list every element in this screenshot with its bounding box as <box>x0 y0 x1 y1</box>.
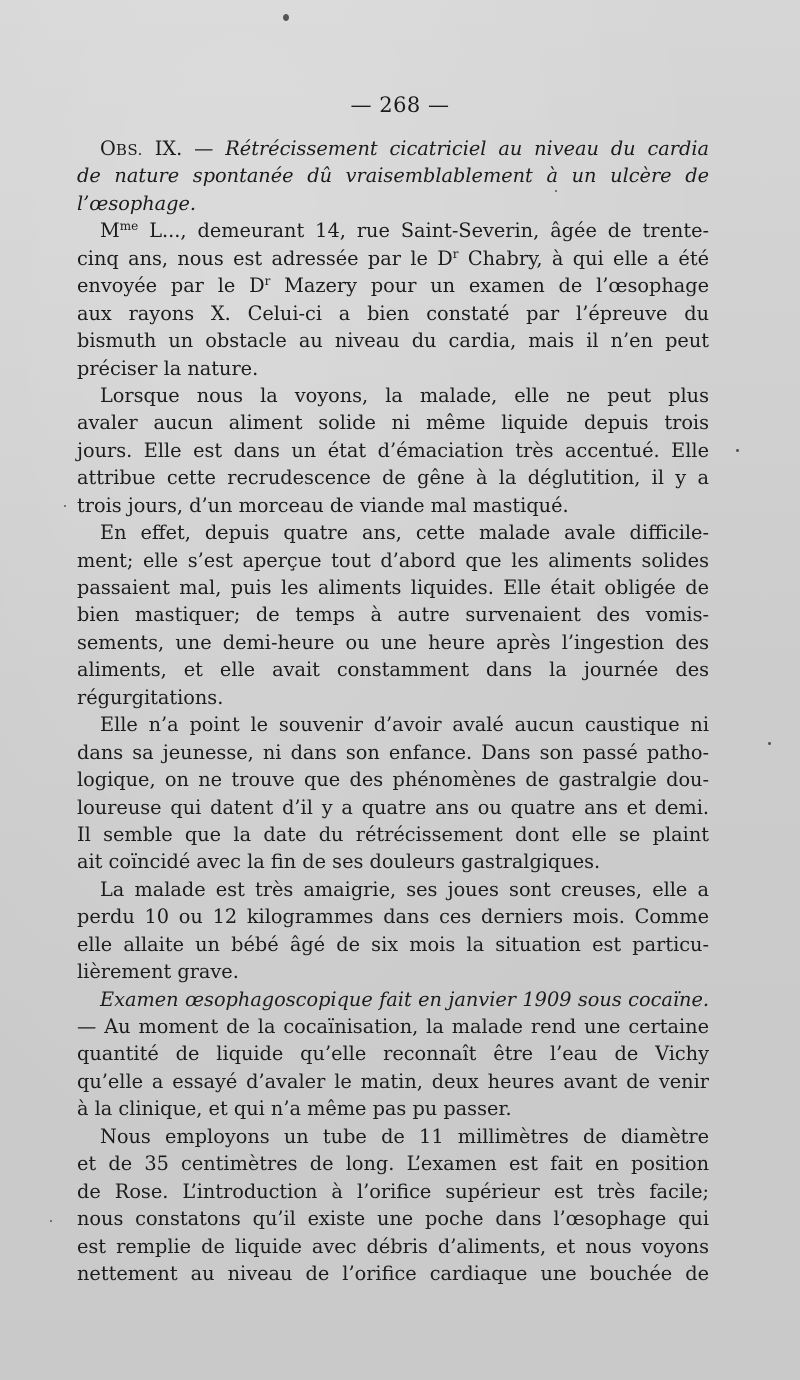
obs-number: IX. — <box>154 137 226 160</box>
text-line: ait coïncidé avec la fin de ses douleurs gastralgiques. <box>77 850 601 874</box>
text-line: nettement au niveau de l’orifice cardiaque une bouchée de <box>77 1261 709 1285</box>
dr-sup: r <box>452 246 459 261</box>
text-line: jours. Elle est dans un état d’émaciation très accentué. Elle <box>77 438 709 462</box>
text-line: loureuse qui datent d’il y a quatre ans ou quatre ans et demi. <box>77 795 709 819</box>
heading-title: Rétrécissement cicatriciel au niveau du cardia <box>225 137 709 160</box>
line-6-before: envoyée par le <box>77 274 250 298</box>
obs-abbr-rest: BS. <box>115 141 143 159</box>
text-line: sements, une demi-heure ou une heure après l’ingestion des <box>77 630 709 654</box>
text-line: régurgitations. <box>77 685 224 709</box>
mme-sup: me <box>119 219 139 234</box>
text-line: Lorsque nous la voyons, la malade, elle ne peut plus <box>100 383 709 407</box>
text-line: lièrement grave. <box>77 960 239 984</box>
text-line: Nous employons un tube de 11 millimètres de diamètre <box>100 1124 709 1148</box>
exam-heading: Examen œsophagoscopique fait en janvier 1909 sous cocaïne. <box>100 987 709 1011</box>
obs-abbr-initial: O <box>100 137 116 160</box>
text-line: — Au moment de la cocaïnisation, la malade rend une certaine <box>77 1015 709 1038</box>
text-line: Elle n’a point le souvenir d’avoir avalé aucun caustique ni <box>100 713 709 737</box>
text-line: perdu 10 ou 12 kilogrammes dans ces derniers mois. Comme <box>77 905 709 929</box>
text-line: préciser la nature. <box>77 356 259 380</box>
page-number: — 268 — <box>350 93 450 117</box>
text-line: de Rose. L’introduction à l’orifice supérieur est très facile; <box>77 1179 709 1203</box>
text-line: qu’elle a essayé d’avaler le matin, deux heures avant de venir <box>77 1069 709 1093</box>
dr-abbr-2: D <box>249 274 265 298</box>
text-line: aux rayons X. Celui-ci a bien constaté par l’épreuve du <box>77 301 709 325</box>
text-line: et de 35 centimètres de long. L’examen est fait en position <box>77 1152 709 1176</box>
dr-abbr: D <box>437 246 453 270</box>
text-line: à la clinique, et qui n’a même pas pu passer. <box>77 1097 512 1121</box>
text-line <box>77 217 709 244</box>
line-4-text: L..., demeurant 14, rue Saint-Severin, âgée de trente- <box>138 219 709 243</box>
text-line: quantité de liquide qu’elle reconnaît être l’eau de Vichy <box>77 1042 709 1066</box>
heading-line-2: de nature spontanée dû vraisemblablement à un ulcère de <box>77 164 709 188</box>
text-line: aliments, et elle avait constamment dans la journée des <box>77 658 709 682</box>
text-line: En effet, depuis quatre ans, cette malade avale difficile- <box>100 521 709 545</box>
text-line: elle allaite un bébé âgé de six mois la situation est particu- <box>77 932 709 956</box>
text-line: est remplie de liquide avec débris d’aliments, et nous voyons <box>77 1234 709 1258</box>
observation-heading <box>77 135 709 162</box>
text-line: bismuth un obstacle au niveau du cardia, mais il n’en peut <box>77 329 709 353</box>
text-line: passaient mal, puis les aliments liquides. Elle était obligée de <box>77 576 709 599</box>
text-line: Il semble que la date du rétrécissement dont elle se plaint <box>77 822 709 846</box>
mme-abbr: M <box>100 219 120 243</box>
dr-sup-2: r <box>264 274 271 289</box>
line-6-after: Mazery pour un examen de l’œsophage <box>270 274 709 298</box>
text-line: nous constatons qu’il existe une poche dans l’œsophage qui <box>77 1207 709 1231</box>
observation-text <box>77 135 709 1287</box>
text-line: avaler aucun aliment solide ni même liquide depuis trois <box>77 411 709 435</box>
text-line: trois jours, d’un morceau de viande mal mastiqué. <box>77 493 569 517</box>
text-line <box>77 272 709 299</box>
text-line: dans sa jeunesse, ni dans son enfance. Dans son passé patho- <box>77 740 709 764</box>
heading-line-3: l’œsophage. <box>77 191 197 215</box>
line-5-after: Chabry, à qui elle a été <box>458 246 710 270</box>
text-line <box>77 245 709 272</box>
text-line: logique, on ne trouve que des phénomènes de gastralgie dou- <box>77 768 709 792</box>
text-line: attribue cette recrudescence de gêne à la déglutition, il y a <box>77 466 709 490</box>
line-5-before: cinq ans, nous est adressée par le <box>77 246 438 270</box>
text-line: La malade est très amaigrie, ses joues sont creuses, elle a <box>100 877 709 901</box>
text-line: ment; elle s’est aperçue tout d’abord que les aliments solides <box>77 548 709 572</box>
text-line: bien mastiquer; de temps à autre survenaient des vomis- <box>77 603 709 627</box>
